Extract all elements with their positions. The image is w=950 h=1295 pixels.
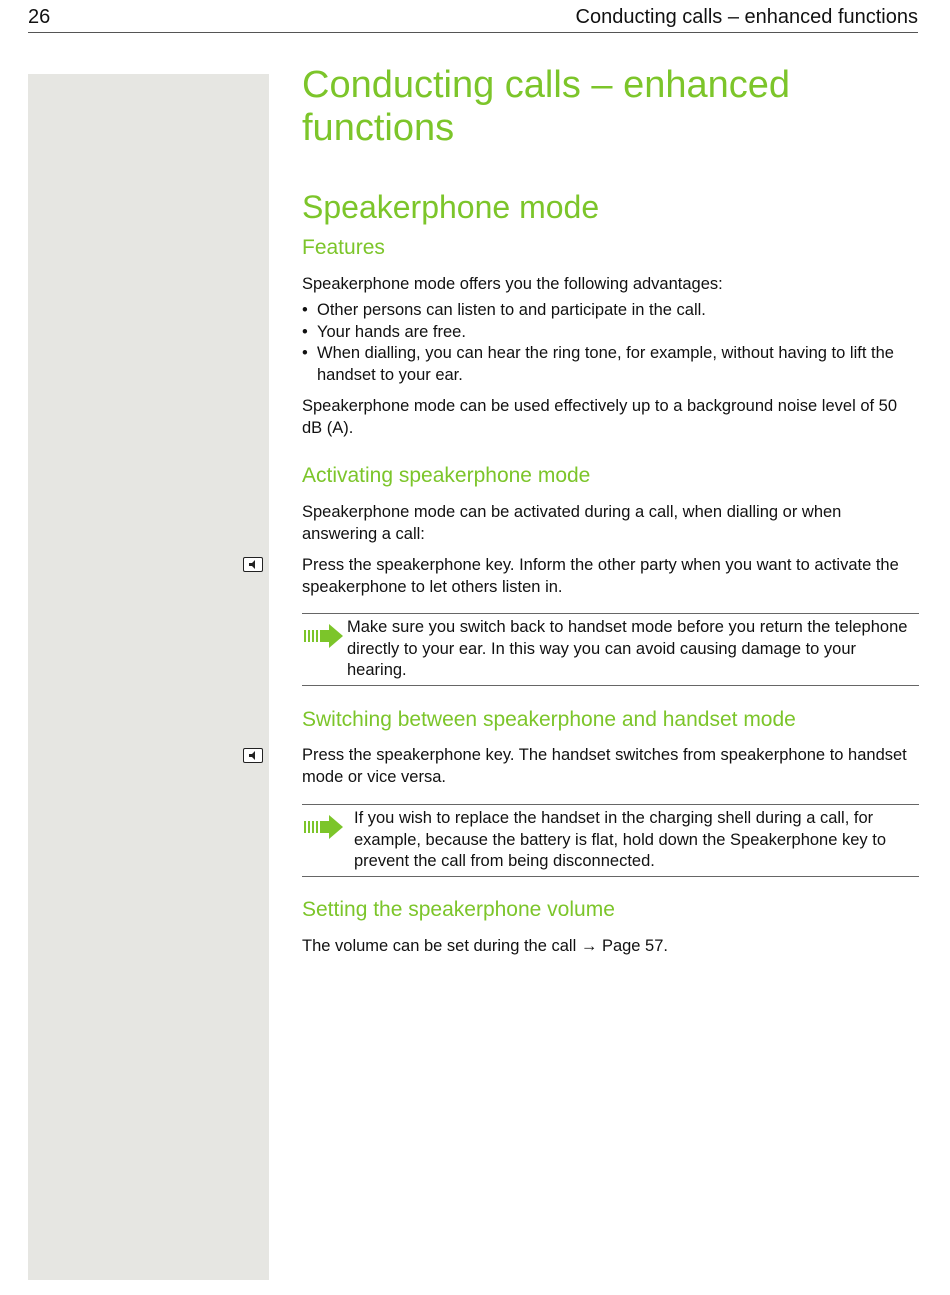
list-item: • When dialling, you can hear the ring tone, for example, without having to lift the handset to your ear.	[302, 343, 919, 386]
switching-note	[302, 804, 919, 877]
page-reference-link[interactable]: Page 57.	[601, 937, 668, 955]
switching-heading: Switching between speakerphone and handset mode	[302, 708, 796, 731]
volume-sentence: The volume can be set during the call	[302, 937, 577, 955]
note-arrow-icon	[302, 622, 344, 655]
chapter-title: Conducting calls – enhanced functions	[302, 64, 791, 149]
speaker-key-icon	[243, 748, 263, 763]
running-title: Conducting calls – enhanced functions	[575, 6, 918, 28]
note-text: Make sure you switch back to handset mode before you return the telephone directly to your ear. In this way you can avoid causing damage to your hearing.	[347, 618, 908, 679]
note-arrow-icon	[302, 813, 344, 846]
volume-heading: Setting the speakerphone volume	[302, 898, 615, 921]
section-title: Speakerphone mode	[302, 189, 600, 225]
noise-note: Speakerphone mode can be used effectively up to a background noise level of 50 dB (A).	[302, 397, 898, 437]
activating-intro: Speakerphone mode can be activated during a call, when dialling or when answering a call:	[302, 503, 842, 543]
page-header	[28, 6, 918, 33]
page-reference-arrow: →	[580, 937, 598, 955]
features-list	[302, 300, 919, 386]
activating-heading: Activating speakerphone mode	[302, 464, 591, 487]
activating-note	[302, 613, 919, 686]
page-number: 26	[28, 6, 51, 28]
list-item: • Your hands are free.	[302, 322, 919, 344]
note-text: If you wish to replace the handset in the charging shell during a call, for example, because the battery is flat, hold down the Speakerphone key to prevent the call from being disconnected.	[354, 809, 887, 870]
features-intro: Speakerphone mode offers you the following advantages:	[302, 275, 723, 293]
speaker-key-icon	[243, 557, 263, 572]
list-item: • Other persons can listen to and participate in the call.	[302, 300, 919, 322]
margin-column	[28, 74, 269, 1280]
activating-step: Press the speakerphone key. Inform the other party when you want to activate the speakerphone to let others listen in.	[302, 556, 899, 596]
switching-step: Press the speakerphone key. The handset switches from speakerphone to handset mode or vice versa.	[302, 746, 907, 786]
volume-text	[302, 936, 919, 958]
features-heading: Features	[302, 236, 385, 259]
